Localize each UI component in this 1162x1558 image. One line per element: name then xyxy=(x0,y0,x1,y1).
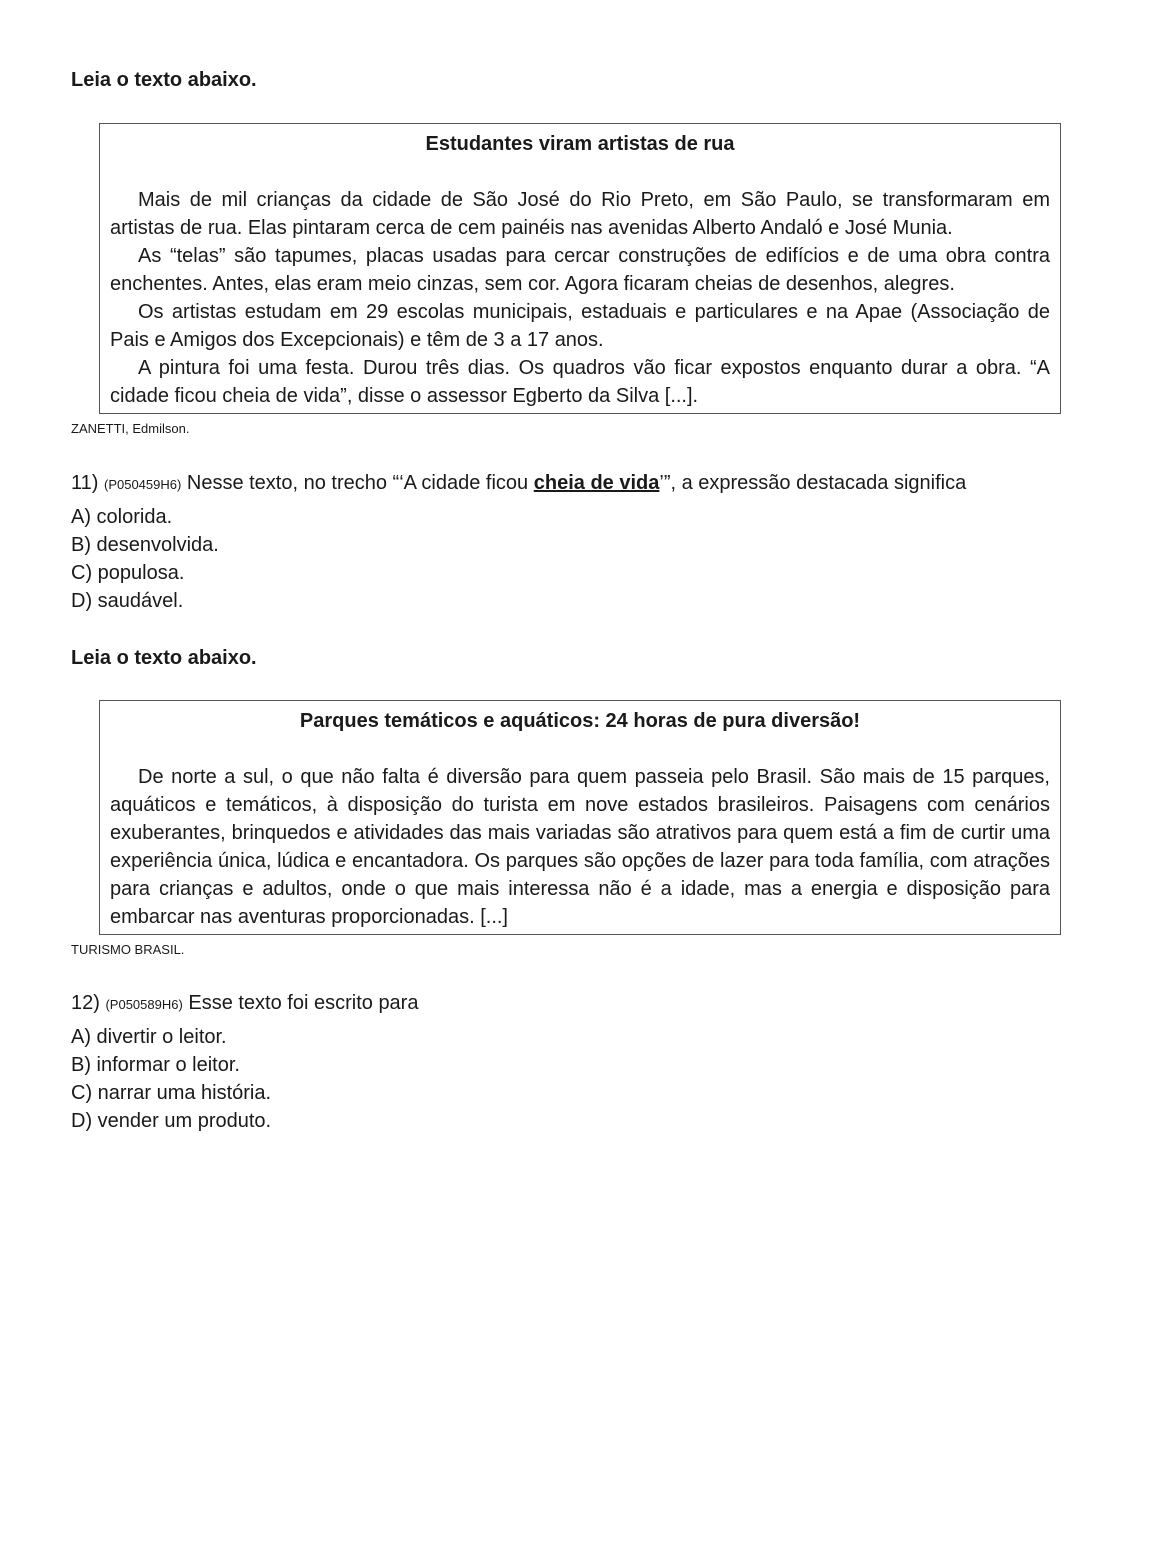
question-stem-after: ’”, a expressão destacada significa xyxy=(659,472,967,494)
question-stem: Esse texto foi escrito para xyxy=(188,992,419,1014)
question-number: 11) xyxy=(71,472,99,494)
highlighted-expression: cheia de vida xyxy=(533,472,660,494)
question-code: (P050589H6) xyxy=(105,997,183,1012)
text-box-1-title: Estudantes viram artistas de rua xyxy=(425,133,735,155)
text-box-1-paragraph: Mais de mil crianças da cidade de São José do Rio Preto, em São Paulo, se transformaram em artistas de rua. Elas pintaram cerca de cem painéis nas avenidas Alberto Andaló e José Munia. xyxy=(110,189,1050,239)
source-1: ZANETTI, Edmilson. xyxy=(71,421,190,436)
question-code: (P050459H6) xyxy=(103,477,182,492)
question-12-options xyxy=(71,1023,271,1135)
question-stem-before: Nesse texto, no trecho “‘A cidade ficou xyxy=(186,472,529,494)
question-number: 12) xyxy=(71,992,100,1014)
instruction-1: Leia o texto abaixo. xyxy=(71,69,257,91)
option-b[interactable]: B) desenvolvida. xyxy=(71,534,219,556)
text-box-2-title: Parques temáticos e aquáticos: 24 horas de pura diversão! xyxy=(299,710,861,732)
text-box-1-paragraph: Os artistas estudam em 29 escolas municipais, estaduais e particulares e na Apae (Associação de Pais e Amigos dos Excepcionais) e têm de 3 a 17 anos. xyxy=(110,301,1050,351)
text-box-1-paragraph: As “telas” são tapumes, placas usadas para cercar construções de edifícios e de uma obra contra enchentes. Antes, elas eram meio cinzas, sem cor. Agora ficaram cheias de desenhos, alegres. xyxy=(110,245,1050,295)
text-box-1 xyxy=(99,123,1061,414)
option-d[interactable]: D) vender um produto. xyxy=(71,1110,272,1132)
question-11-options xyxy=(71,503,219,615)
option-a[interactable]: A) divertir o leitor. xyxy=(71,1026,227,1048)
question-11-stem xyxy=(71,470,966,498)
text-box-2 xyxy=(99,700,1061,935)
option-a[interactable]: A) colorida. xyxy=(71,506,173,528)
option-b[interactable]: B) informar o leitor. xyxy=(71,1054,240,1076)
question-12-stem xyxy=(71,990,418,1018)
option-c[interactable]: C) populosa. xyxy=(71,562,185,584)
instruction-2: Leia o texto abaixo. xyxy=(71,647,257,669)
source-2: TURISMO BRASIL. xyxy=(71,942,185,957)
text-box-1-paragraph: A pintura foi uma festa. Durou três dias. Os quadros vão ficar expostos enquanto durar a obra. “A cidade ficou cheia de vida”, disse o assessor Egberto da Silva [...]. xyxy=(110,357,1050,407)
option-c[interactable]: C) narrar uma história. xyxy=(71,1082,272,1104)
option-d[interactable]: D) saudável. xyxy=(71,590,184,612)
text-box-2-paragraph: De norte a sul, o que não falta é diversão para quem passeia pelo Brasil. São mais de 15 parques, aquáticos e temáticos, à disposição do turista em nove estados brasileiros. Paisagens com cenários exuberantes, brinquedos e atividades das mais variadas são atrativos para quem está a fim de curtir uma experiência única, lúdica e encantadora. Os parques são opções de lazer para toda família, com atrações para crianças e adultos, onde o que mais interessa não é a idade, mas a energia e disposição para embarcar nas aventuras proporcionadas. [...] xyxy=(110,766,1050,928)
